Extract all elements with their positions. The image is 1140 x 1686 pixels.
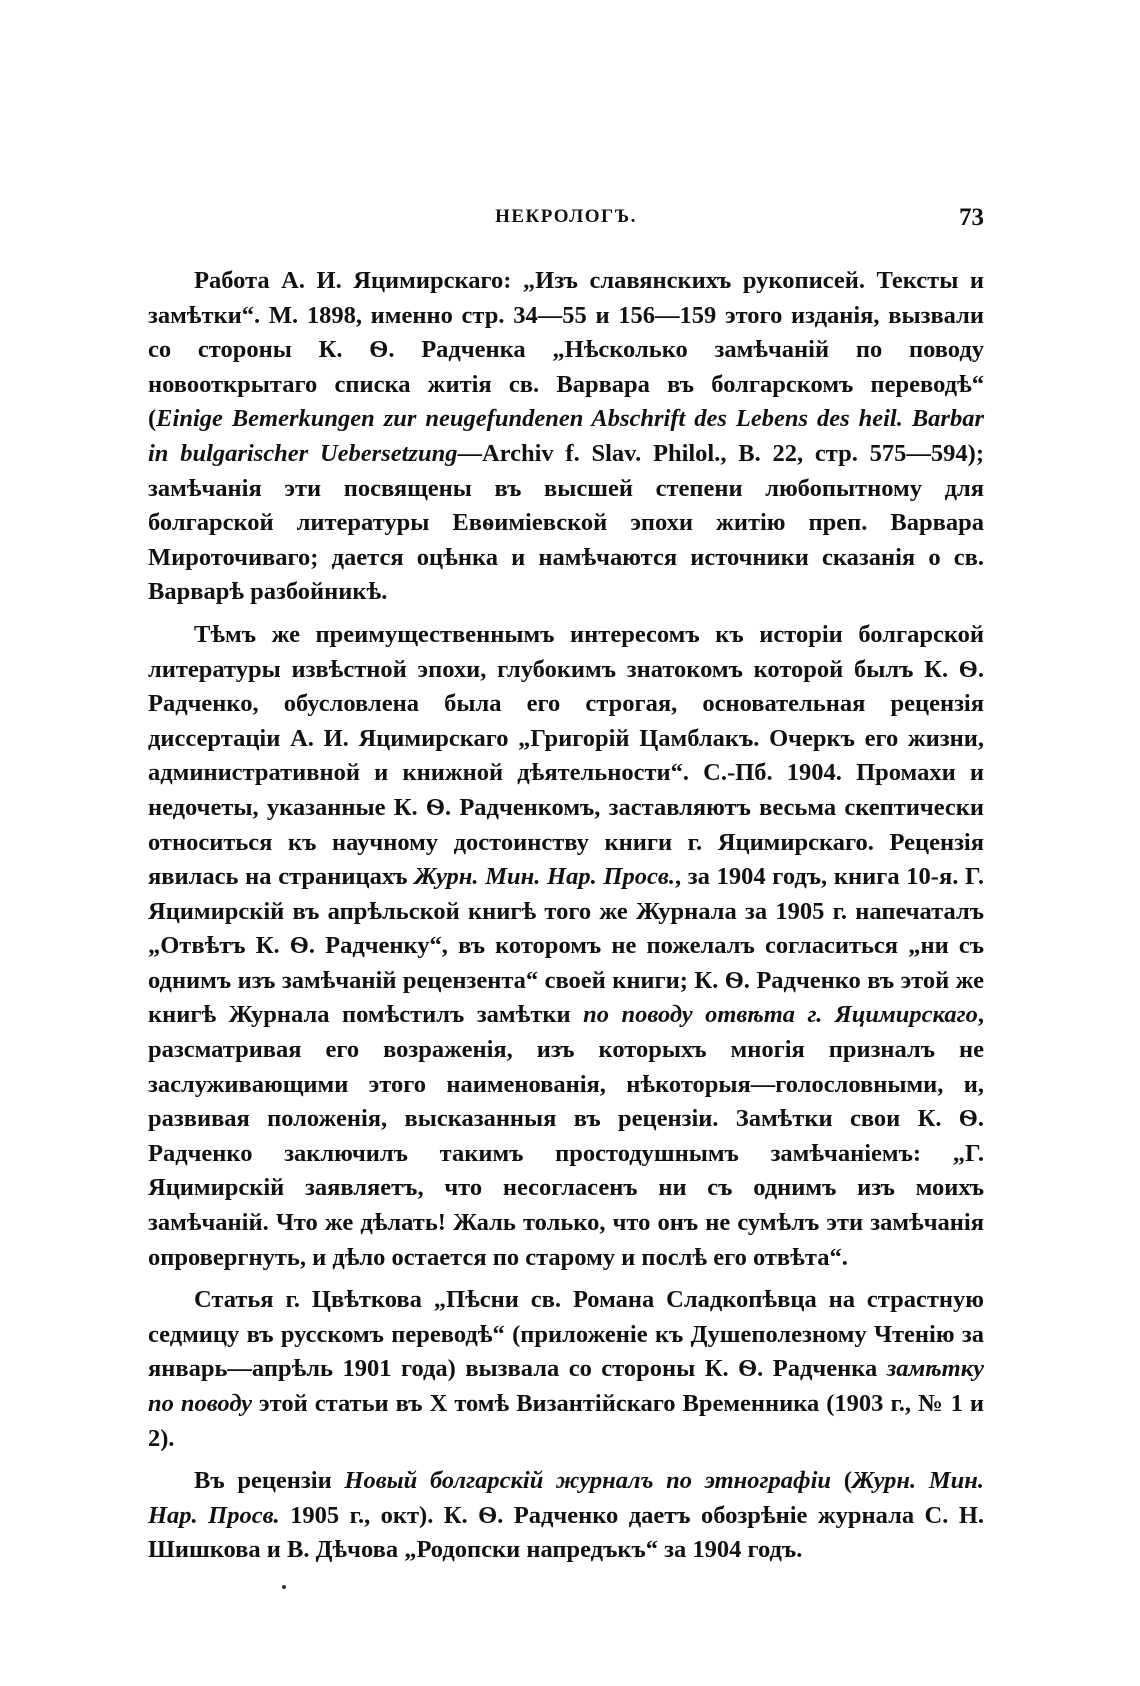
italic-note-title: замѣтку по поводу [148, 1355, 984, 1417]
running-title: НЕКРОЛОГЪ. [495, 206, 637, 227]
text-run: 1905 г., окт). К. Ѳ. Радченко даетъ обозрѣніе журнала С. Н. Шишкова и В. Дѣчова „Родопски напредъкъ“ за 1904 годъ. [148, 1501, 985, 1564]
paragraph-yatsimirsky-texts [148, 264, 984, 610]
text-run: Статья г. Цвѣткова „Пѣсни св. Романа Сладкопѣвца на страстную седмицу въ русскомъ переводѣ“ (приложеніе къ Душеполезному Чтенію за январь—апрѣль 1901 года) вызвала со стороны К. Ѳ. Радченка [148, 1286, 984, 1383]
text-run: этой статьи въ X томѣ Византійскаго Временника (1903 г., № 1 и 2). [148, 1390, 984, 1452]
text-run: Въ рецензіи [194, 1467, 345, 1495]
italic-journal-title: Журн. Мин. Нар. Просв. [414, 863, 675, 891]
article-body [148, 264, 984, 1568]
paragraph-tsvetkov-article [148, 1283, 984, 1456]
page-number: 73 [959, 204, 984, 231]
text-run: ( [831, 1467, 852, 1495]
italic-journal-title: Журн. Мин. Нар. Просв. [148, 1467, 984, 1529]
italic-reply-title: по поводу отвѣта г. Яцимирскаго [583, 1001, 978, 1029]
print-speck [282, 1585, 286, 1589]
text-run: —Archiv f. Slav. Philol., B. 22, стр. 575—594); замѣчанія эти посвящены въ высшей степени любопытному для болгарской литературы Евѳиміевской эпохи житію преп. Варвара Мироточиваго; дается оцѣнка и намѣчаются источники сказанія о св. Варварѣ разбойникѣ. [148, 439, 984, 606]
italic-german-title: Einige Bemerkungen zur neugefundenen Abschrift des Lebens des heil. Barbar in bulgarischer Uebersetzung [148, 405, 984, 467]
text-run: , за 1904 годъ, книга 10-я. Г. Яцимирскій въ апрѣльской книгѣ того же Журнала за 1905 г. напечаталъ „Отвѣтъ К. Ѳ. Радченку“, въ которомъ не пожелалъ согласиться „ни съ однимъ изъ замѣчаній рецензента“ своей книги; К. Ѳ. Радченко въ этой же книгѣ Журнала помѣстилъ замѣтки [148, 863, 984, 1029]
italic-review-title: Новый болгарскій журналъ по этнографіи [344, 1467, 832, 1495]
text-run: , разсматривая его возраженія, изъ которыхъ многія призналъ не заслуживающими этого наименованія, нѣкоторыя—голословными, и, развивая положенія, высказанныя въ рецензіи. Замѣтки свои К. Ѳ. Радченко заключилъ такимъ простодушнымъ замѣчаніемъ: „Г. Яцимирскій заявляетъ, что несогласенъ ни съ однимъ изъ моихъ замѣчаній. Что же дѣлать! Жаль только, что онъ не сумѣлъ эти замѣчанія опровергнуть, и дѣло остается по старому и послѣ его отвѣта“. [148, 1001, 984, 1271]
paragraph-tsamblak-review [148, 618, 984, 1275]
text-run: Тѣмъ же преимущественнымъ интересомъ къ исторіи болгарской литературы извѣстной эпохи, глубокимъ знатокомъ которой былъ К. Ѳ. Радченко, обусловлена была его строгая, основательная рецензія диссертаціи А. И. Яцимирскаго „Григорій Цамблакъ. Очеркъ его жизни, административной и книжной дѣятельности“. С.-Пб. 1904. Промахи и недочеты, указанные К. Ѳ. Радченкомъ, заставляютъ весьма скептически относиться къ научному достоинству книги г. Яцимирскаго. Рецензія явилась на страницахъ [148, 620, 984, 891]
text-run: Работа А. И. Яцимирскаго: „Изъ славянскихъ рукописей. Тексты и замѣтки“. М. 1898, именно стр. 34—55 и 156—159 этого изданія, вызвали со стороны К. Ѳ. Радченка „Нѣсколько замѣчаній по поводу новооткрытаго списка житія св. Варвара въ болгарскомъ переводѣ“ ( [148, 267, 984, 433]
running-head [148, 204, 984, 238]
paragraph-bulgarian-journal [148, 1464, 984, 1568]
